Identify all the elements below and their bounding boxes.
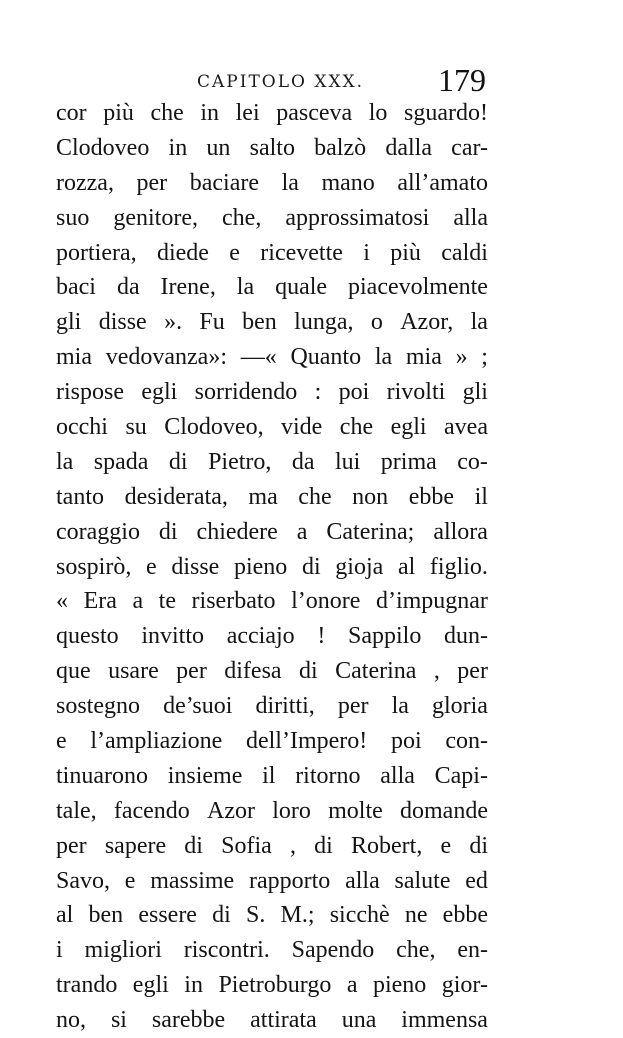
word: mano (321, 169, 375, 196)
word: sospirò, (56, 553, 132, 580)
word: lui (334, 448, 361, 475)
word: disse (98, 309, 147, 336)
word: coraggio (56, 518, 140, 545)
word: invitto (141, 623, 205, 650)
text-line (56, 724, 488, 759)
word: a (132, 588, 144, 615)
word: e (440, 832, 452, 859)
word: suo (56, 204, 90, 231)
word: alla (453, 204, 488, 231)
word: e (124, 867, 136, 894)
chapter-heading: CAPITOLO XXX. (197, 72, 365, 92)
word: Clodoveo (56, 134, 150, 161)
word: ben (88, 902, 124, 929)
word: ! (317, 623, 326, 650)
text-line (56, 864, 488, 899)
word: questo (56, 623, 119, 650)
word: egli (141, 379, 178, 406)
word: sostegno (56, 693, 140, 720)
word: che, (222, 204, 262, 231)
word: Pietroburgo (218, 972, 332, 999)
word: che (339, 414, 374, 441)
word: avea (444, 414, 488, 441)
word: egli (132, 972, 169, 999)
word: Sappilo (347, 623, 422, 650)
word: piacevolmente (348, 274, 488, 301)
word: Caterina; (326, 518, 415, 545)
text-line (56, 584, 488, 619)
word: Irene, (160, 274, 216, 301)
word: in (200, 100, 220, 126)
word: una (341, 1007, 377, 1034)
word: caldi (441, 239, 488, 266)
word: ben (242, 309, 277, 336)
word: » (455, 344, 468, 371)
word: di (469, 832, 488, 859)
text-line (56, 270, 488, 305)
word: Sofia (221, 832, 272, 859)
word: disse (171, 553, 220, 580)
word: di (212, 902, 231, 929)
word: ma (248, 483, 278, 510)
word: cor (56, 100, 87, 126)
word: dun- (444, 623, 488, 650)
word: e (229, 239, 240, 266)
word: i (363, 239, 370, 266)
word: di (299, 658, 318, 685)
word: occhi (56, 414, 108, 441)
word: gli (462, 379, 488, 406)
word: lo (368, 100, 388, 126)
word: figlio. (429, 553, 488, 580)
word: en- (457, 937, 488, 964)
word: Pietro, (208, 448, 272, 475)
text-line (56, 619, 488, 654)
text-line (56, 829, 488, 864)
word: o (370, 309, 383, 336)
word: per (337, 693, 369, 720)
word: balzò (314, 134, 367, 161)
word: pieno (233, 553, 288, 580)
word: Savo, (56, 867, 110, 894)
word: pasceva (276, 100, 353, 126)
word: car- (451, 134, 488, 161)
word: riserbato (191, 588, 276, 615)
text-line (56, 689, 488, 724)
word: e (146, 553, 157, 580)
word: la (56, 448, 74, 475)
word: Fu (199, 309, 225, 336)
word: lei (235, 100, 260, 126)
word: dalla (385, 134, 432, 161)
word: de’suoi (163, 693, 233, 720)
word: genitore, (113, 204, 198, 231)
word: quale (275, 274, 328, 301)
word: sguardo! (403, 100, 488, 126)
word: baciare (189, 169, 260, 196)
word: d’impugnar (375, 588, 488, 615)
word: rapporto (249, 867, 331, 894)
word: baci (56, 274, 96, 301)
word: sarebbe (151, 1007, 226, 1034)
word: rozza, (56, 169, 114, 196)
text-line (56, 550, 488, 585)
word: vedovanza»: (105, 344, 227, 371)
word: lunga, (294, 309, 354, 336)
word: che (150, 100, 184, 126)
word: immensa (401, 1007, 488, 1034)
word: vide (281, 414, 323, 441)
word: desiderata, (124, 483, 228, 510)
word: salto (249, 134, 295, 161)
word: te (158, 588, 176, 615)
word: per (136, 169, 168, 196)
word: trando (56, 972, 118, 999)
word: Era (83, 588, 117, 615)
word: per (457, 658, 488, 685)
word: , (289, 832, 296, 859)
word: il (474, 483, 488, 510)
word: in (168, 134, 188, 161)
word: un (206, 134, 231, 161)
word: salute (394, 867, 451, 894)
word: più (103, 100, 134, 126)
word: Capi- (434, 762, 488, 789)
text-line (56, 515, 488, 550)
word: al (397, 553, 416, 580)
word: la (236, 274, 255, 301)
word: la (281, 169, 299, 196)
word: Azor (207, 797, 256, 824)
body-text (56, 96, 488, 1038)
word: diritti, (255, 693, 315, 720)
word: domande (400, 797, 488, 824)
text-line (56, 794, 488, 829)
word: diede (156, 239, 209, 266)
word: l’onore (291, 588, 361, 615)
word: sorridendo (194, 379, 298, 406)
word: ricevette (260, 239, 343, 266)
word: riscontri. (183, 937, 270, 964)
text-line (56, 410, 488, 445)
word: ne (404, 902, 428, 929)
word: Sapendo (291, 937, 375, 964)
word: , (433, 658, 440, 685)
word: portiera, (56, 239, 137, 266)
word: e (56, 728, 67, 755)
word: ritorno (295, 762, 361, 789)
text-line (56, 305, 488, 340)
text-line (56, 96, 488, 131)
text-line (56, 375, 488, 410)
word: M.; (280, 902, 315, 929)
word: Caterina (335, 658, 417, 685)
word: da (116, 274, 140, 301)
text-line (56, 1003, 488, 1038)
word: il (262, 762, 276, 789)
word: poi (390, 728, 422, 755)
word: insieme (167, 762, 243, 789)
word: essere (138, 902, 197, 929)
text-line (56, 445, 488, 480)
word: tanto (56, 483, 104, 510)
word: attirata (250, 1007, 317, 1034)
word: —« (240, 344, 277, 371)
word: ed (465, 867, 488, 894)
word: ebbe (442, 902, 488, 929)
word: i (56, 937, 63, 964)
word: loro (272, 797, 311, 824)
word: su (125, 414, 147, 441)
word: gloria (431, 693, 488, 720)
word: la (391, 693, 409, 720)
word: la (374, 344, 393, 371)
text-line (56, 759, 488, 794)
word: a (296, 518, 308, 545)
word: per (176, 658, 207, 685)
text-line (56, 236, 488, 271)
word: Quanto (290, 344, 362, 371)
word: di (158, 518, 178, 545)
word: con- (445, 728, 488, 755)
text-line (56, 340, 488, 375)
word: gli (56, 309, 82, 336)
word: mia (56, 344, 92, 371)
word: si (110, 1007, 127, 1034)
word: alla (345, 867, 380, 894)
word: Azor, (400, 309, 454, 336)
word: per (56, 832, 87, 859)
word: che, (396, 937, 436, 964)
word: all’amato (397, 169, 488, 196)
word: di (314, 832, 333, 859)
word: chiedere (196, 518, 278, 545)
text-line (56, 201, 488, 236)
word: massime (150, 867, 235, 894)
word: dell’Impero! (245, 728, 368, 755)
word: facendo (113, 797, 190, 824)
word: l’ampliazione (90, 728, 223, 755)
word: Robert, (351, 832, 423, 859)
word: tinuarono (56, 762, 148, 789)
word: più (390, 239, 421, 266)
word: gior- (441, 972, 488, 999)
word: che (298, 483, 332, 510)
word: ; (481, 344, 488, 371)
word: tale, (56, 797, 97, 824)
word: acciajo (226, 623, 295, 650)
word: di (184, 832, 203, 859)
text-line (56, 968, 488, 1003)
text-line (56, 480, 488, 515)
word: in (184, 972, 203, 999)
word: non (352, 483, 389, 510)
word: prima (380, 448, 437, 475)
word: spada (93, 448, 149, 475)
word: egli (390, 414, 427, 441)
word: : (314, 379, 322, 406)
word: la (470, 309, 488, 336)
word: que (56, 658, 91, 685)
word: di (168, 448, 188, 475)
word: co- (457, 448, 488, 475)
word: a (346, 972, 358, 999)
text-line (56, 654, 488, 689)
text-line (56, 933, 488, 968)
word: difesa (224, 658, 282, 685)
word: rispose (56, 379, 124, 406)
word: rivolti (386, 379, 446, 406)
word: ebbe (408, 483, 455, 510)
word: ». (164, 309, 183, 336)
word: molte (328, 797, 383, 824)
word: « (56, 588, 68, 615)
text-line (56, 898, 488, 933)
word: gioja (335, 553, 384, 580)
word: pieno (372, 972, 427, 999)
word: S. (245, 902, 266, 929)
word: al (56, 902, 74, 929)
text-line (56, 166, 488, 201)
word: sicchè (329, 902, 390, 929)
word: Clodoveo, (164, 414, 264, 441)
word: no, (56, 1007, 86, 1034)
word: alla (380, 762, 415, 789)
word: poi (338, 379, 370, 406)
page-number: 179 (438, 62, 486, 98)
word: di (301, 553, 321, 580)
word: approssimatosi (285, 204, 430, 231)
word: sapere (104, 832, 167, 859)
word: allora (433, 518, 488, 545)
word: usare (108, 658, 159, 685)
text-line (56, 131, 488, 166)
word: migliori (84, 937, 162, 964)
word: mia (405, 344, 442, 371)
word: da (291, 448, 315, 475)
